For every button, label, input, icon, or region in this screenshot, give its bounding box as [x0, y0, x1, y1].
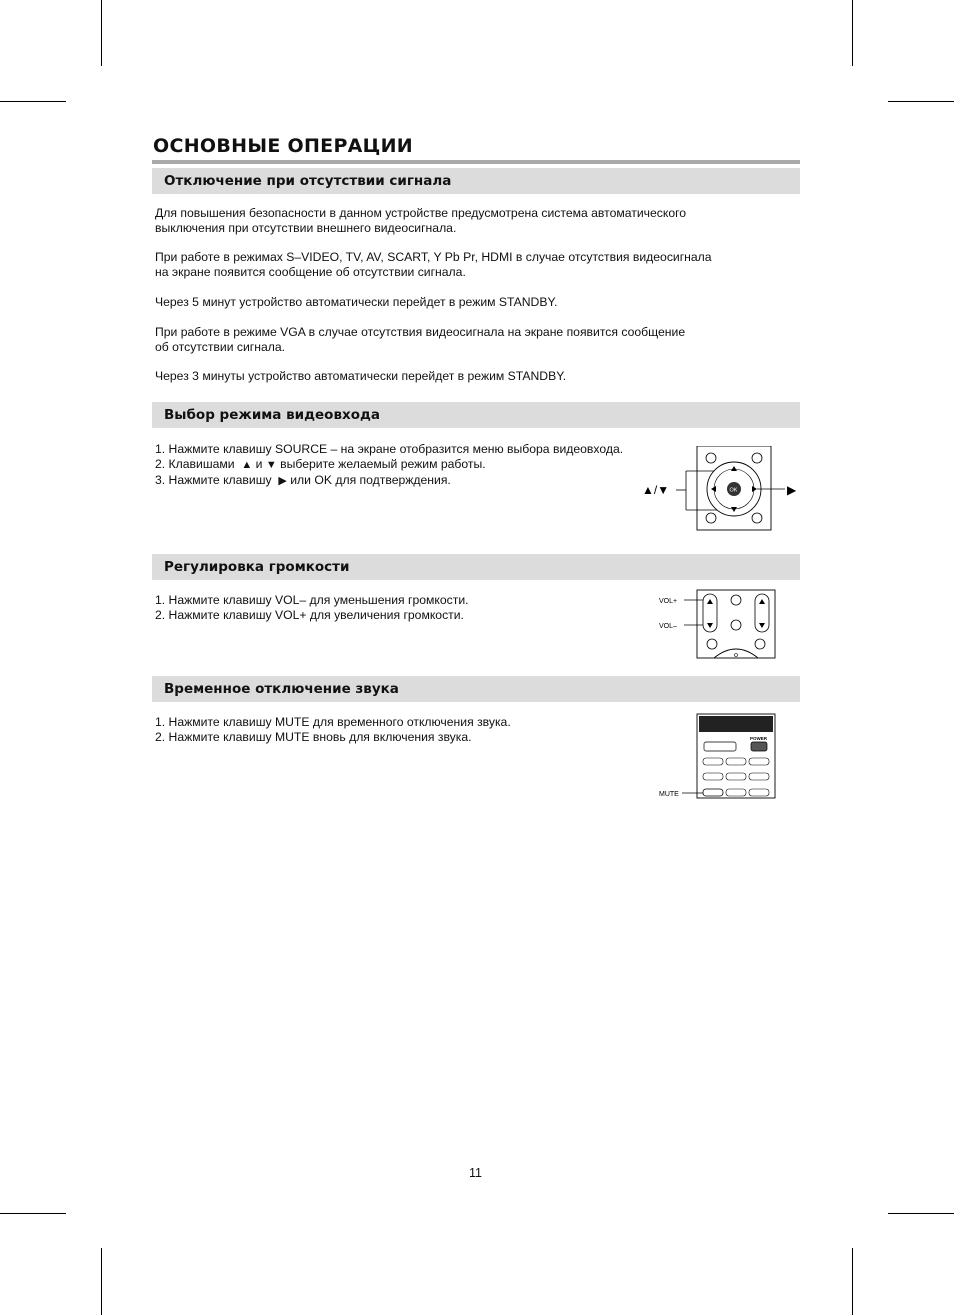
page-title: ОСНОВНЫЕ ОПЕРАЦИИ — [153, 135, 414, 157]
remote-navigation-figure — [640, 446, 802, 534]
crop-mark — [101, 0, 102, 66]
updown-callout-label: ▲/▼ — [642, 483, 670, 497]
section-body-no-signal — [155, 206, 712, 384]
crop-mark — [852, 0, 853, 66]
text-line: Для повышения безопасности в данном устройстве предусмотрена система автоматического — [155, 206, 687, 220]
text-line: Через 5 минут устройство автоматически перейдет в режим STANDBY. — [155, 295, 558, 309]
remote-mute-figure — [656, 712, 778, 800]
step-2 — [155, 457, 623, 473]
right-callout-label: ▶ — [787, 483, 797, 497]
vol-plus-callout: VOL+ — [659, 598, 678, 605]
up-arrow-icon: ▲ — [241, 459, 253, 471]
mute-callout: MUTE — [659, 791, 679, 798]
crop-mark — [888, 101, 954, 102]
paragraph — [155, 325, 712, 355]
text-fragment: 2. Клавишами — [155, 457, 235, 471]
section-heading-input-select — [152, 402, 800, 428]
text-line: Через 3 минуты устройство автоматически перейдет в режим STANDBY. — [155, 369, 567, 383]
crop-mark — [852, 1248, 853, 1315]
down-arrow-icon: ▼ — [265, 459, 277, 471]
text-fragment: или OK для подтверждения. — [290, 473, 451, 487]
text-line: об отсутствии сигнала. — [155, 340, 286, 354]
power-button-label: POWER — [750, 736, 768, 741]
crop-mark — [0, 1213, 66, 1214]
section-body-mute — [155, 715, 511, 745]
paragraph — [155, 250, 712, 280]
crop-mark — [101, 1248, 102, 1315]
text-line: выключения при отсутствии внешнего видеосигнала. — [155, 221, 457, 235]
section-heading-mute — [152, 676, 800, 702]
ok-button-label: OK — [729, 487, 738, 494]
page-number: 11 — [469, 1166, 482, 1180]
right-arrow-icon: ▶ — [278, 475, 287, 487]
remote-volume-figure — [656, 588, 778, 660]
section-heading-text: Временное отключение звука — [164, 681, 399, 697]
section-heading-volume — [152, 554, 800, 580]
section-heading-text: Отключение при отсутствии сигнала — [164, 173, 452, 189]
section-heading-text: Регулировка громкости — [164, 559, 350, 575]
paragraph — [155, 295, 712, 310]
text-line: При работе в режимах S–VIDEO, TV, AV, SCART, Y Pb Pr, HDMI в случае отсутствия видеосигнала — [155, 250, 712, 264]
crop-mark — [0, 101, 66, 102]
text-fragment: 3. Нажмите клавишу — [155, 473, 272, 487]
section-body-input-select — [155, 442, 623, 489]
text-line: на экране появится сообщение об отсутствии сигнала. — [155, 265, 466, 279]
section-body-volume — [155, 593, 469, 623]
crop-mark — [888, 1213, 954, 1214]
title-rule — [152, 160, 800, 164]
paragraph — [155, 369, 712, 384]
text-line: При работе в режиме VGA в случае отсутствия видеосигнала на экране появится сообщение — [155, 325, 686, 339]
paragraph — [155, 206, 712, 236]
step-1: 1. Нажмите клавишу VOL– для уменьшения громкости. — [155, 593, 469, 607]
step-2: 2. Нажмите клавишу MUTE вновь для включения звука. — [155, 730, 472, 744]
section-heading-no-signal — [152, 168, 800, 194]
text-fragment: и — [255, 457, 263, 471]
section-heading-text: Выбор режима видеовхода — [164, 407, 380, 423]
vol-minus-callout: VOL– — [659, 623, 677, 630]
step-1: 1. Нажмите клавишу MUTE для временного отключения звука. — [155, 715, 511, 729]
step-2: 2. Нажмите клавишу VOL+ для увеличения громкости. — [155, 608, 464, 622]
step-1: 1. Нажмите клавишу SOURCE – на экране отобразится меню выбора видеовхода. — [155, 442, 624, 456]
text-fragment: выберите желаемый режим работы. — [280, 457, 486, 471]
step-3 — [155, 473, 623, 489]
